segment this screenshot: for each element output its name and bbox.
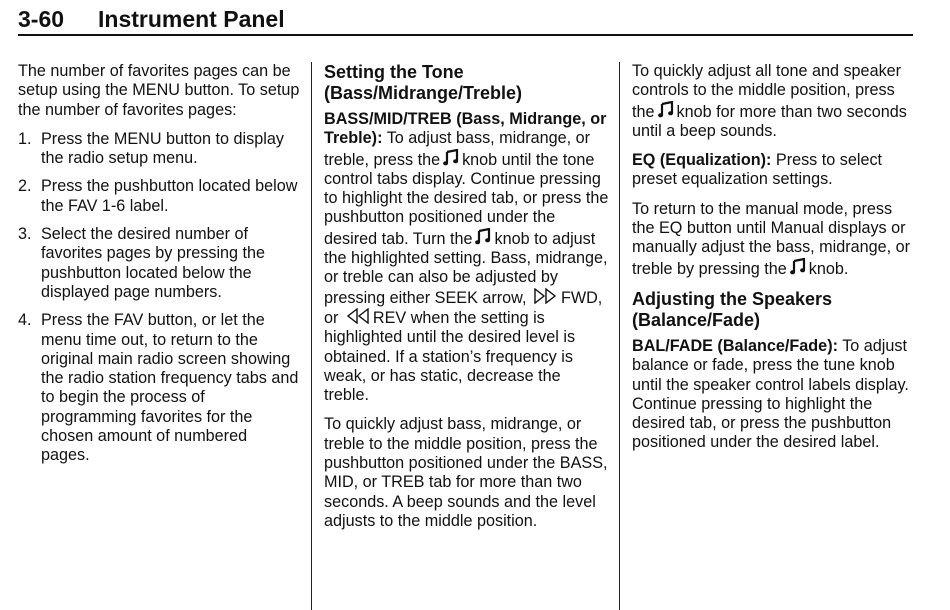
list-item — [18, 130, 300, 169]
column-eq-speakers — [632, 62, 915, 463]
text-segment: To quickly adjust all tone and speaker controls to the middle position, press the — [632, 62, 902, 121]
list-item — [18, 177, 300, 216]
column-favorites — [18, 62, 300, 475]
step-number: 2. — [18, 177, 32, 196]
list-item — [18, 225, 300, 302]
step-text: Press the pushbutton located below the FAV 1-6 label. — [41, 177, 298, 215]
music-note-icon — [443, 149, 459, 166]
text-segment: knob to adjust the highlighted setting. Bass, midrange, or treble can also be adjusted by pressing either SEEK arrow, — [324, 229, 608, 307]
text-segment: To adjust bass, midrange, or treble, press the — [324, 129, 591, 169]
text-segment: knob for more than two seconds until a beep sounds. — [632, 102, 907, 140]
list-item — [18, 311, 300, 465]
section-heading-speakers: Adjusting the Speakers (Balance/Fade) — [632, 288, 833, 330]
text-segment: when the setting is highlighted until the desired level is obtained. If a station’s frequency is weak, or has static, decrease the treble. — [324, 308, 576, 405]
text-segment: knob. — [808, 259, 849, 278]
section-heading-tone: Setting the Tone (Bass/Midrange/Treble) — [324, 62, 523, 103]
column-divider — [619, 62, 620, 610]
music-note-icon — [790, 258, 806, 275]
text-segment: Press to select preset equalization settings. — [632, 151, 883, 189]
text-segment: To adjust balance or fade, press the tune knob until the speaker control labels display. Continue pressing to highlight the desired tab, or press the pushbutton positioned under the desired label. — [632, 336, 909, 452]
step-text: Press the FAV button, or let the menu time out, to return to the original main radio screen showing the radio station frequency tabs and to begin the process of programming favorites for the chosen amount of numbered pages. — [41, 311, 299, 465]
text-segment: knob until the tone control tabs display. Continue pressing to highlight the desired tab, or press the pushbutton positioned under the desired tab. Turn the — [324, 150, 609, 248]
step-text: Press the MENU button to display the radio setup menu. — [41, 129, 284, 168]
step-number: 3. — [18, 225, 32, 244]
step-text: Select the desired number of favorites pages by pressing the pushbutton located below the displayed page numbers. — [41, 225, 266, 301]
manual-mode-paragraph — [632, 200, 915, 279]
balance-fade-paragraph — [632, 337, 915, 453]
page-header — [18, 6, 913, 36]
term-bass-mid-treb: BASS/MID/TREB (Bass, Midrange, or Treble): — [324, 110, 607, 148]
step-number: 1. — [18, 129, 32, 148]
page-title: Instrument Panel — [98, 6, 285, 32]
text-segment: To return to the manual mode, press the EQ button until Manual displays or manually adjust the bass, midrange, or treble by pressing the — [632, 199, 911, 278]
music-note-icon — [658, 101, 674, 118]
step-number: 4. — [18, 311, 32, 330]
tone-middle-paragraph: To quickly adjust bass, midrange, or treble to the middle position, press the pushbutton positioned under the BASS, MID, or TREB tab for more than two seconds. A beep sounds and the level adjusts to the middle position. — [324, 415, 608, 530]
tone-reset-paragraph — [632, 62, 915, 141]
text-segment: REV — [372, 308, 407, 327]
column-tone — [324, 62, 610, 541]
tone-paragraph — [324, 110, 610, 405]
eq-paragraph — [632, 151, 915, 190]
term-eq: EQ (Equalization): — [632, 151, 772, 170]
column-divider — [311, 62, 312, 610]
term-bal-fade: BAL/FADE (Balance/Fade): — [632, 336, 838, 355]
seek-reverse-icon — [346, 308, 370, 324]
favorites-steps — [18, 130, 300, 466]
music-note-icon — [475, 228, 491, 245]
page-number: 3-60 — [18, 6, 65, 32]
favorites-intro: The number of favorites pages can be setup using the MENU button. To setup the number of favorites pages: — [18, 62, 300, 119]
seek-forward-icon — [534, 288, 558, 304]
text-segment: FWD, or — [324, 288, 603, 327]
